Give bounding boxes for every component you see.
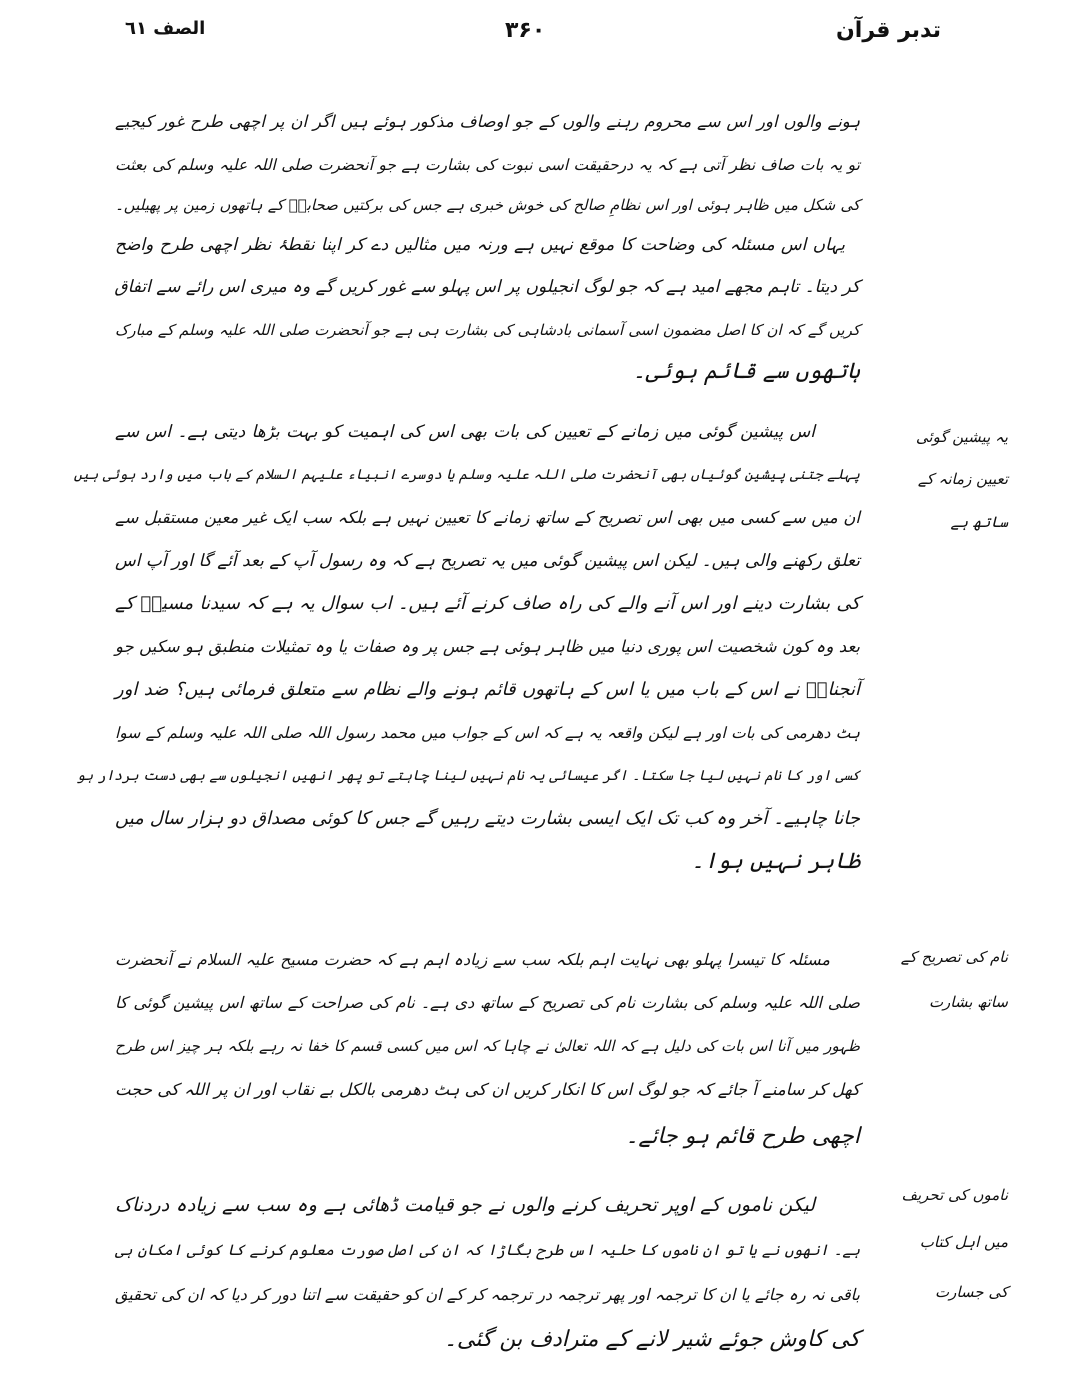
text-line: باقی نہ رہ جائے یا ان کا ترجمہ اور پھر ترجمہ در ترجمہ کر کے ان کو حقیقت سے اتنا دور کر دیا کہ ان کی تحقیق [114, 1285, 860, 1304]
book-title: تدبر قرآن [836, 18, 941, 43]
text-line: لیکن ناموں کے اوپر تحریف کرنے والوں نے جو قیامت ڈھائی ہے وہ سب سے زیادہ دردناک [115, 1194, 815, 1216]
text-line: کھل کر سامنے آ جائے کہ جو لوگ اس کا انکار کریں ان کی ہٹ دھرمی بالکل بے نقاب اور ان پر اللہ کی حجت [114, 1080, 860, 1099]
text-line: اچھی طرح قائم ہو جائے۔ [625, 1124, 860, 1149]
text-line: ہونے والوں اور اس سے محروم رہنے والوں کے جو اوصاف مذکور ہوئے ہیں اگر ان پر اچھی طرح غور کیجیے [115, 112, 860, 131]
text-line: کسی اور کا نام نہیں لیا جا سکتا۔ اگر عیسائی یہ نام نہیں لینا چاہتے تو پھر انھیں انجیلوں سے بھی دست بردار ہو [76, 768, 860, 784]
text-line: تو یہ بات صاف نظر آتی ہے کہ یہ درحقیقت اسی نبوت کی بشارت ہے جو آنحضرت صلی اللہ علیہ وسلم کی بعثت [115, 156, 860, 174]
text-line: کی بشارت دینے اور اس آنے والے کی راہ صاف کرنے آئے ہیں۔ اب سوال یہ ہے کہ سیدنا مسیحؑ کے [115, 593, 860, 614]
text-line: بعد وہ کون شخصیت اس پوری دنیا میں ظاہر ہوئی ہے جس پر وہ صفات یا وہ تمثیلات منطبق ہو سکیں جو [115, 637, 860, 656]
margin-note-line: کی جسارت [934, 1283, 1008, 1301]
surah-reference: الصف ٦١ [125, 18, 206, 39]
text-line: کر دیتا۔ تاہم مجھے امید ہے کہ جو لوگ انجیلوں پر اس پہلو سے غور کریں گے وہ میری اس رائے سے اتفاق [114, 277, 860, 297]
page-number: ۳۶۰ [505, 18, 546, 43]
text-line: ہے۔ انھوں نے یا تو ان ناموں کا حلیہ اس طرح بگاڑا کہ ان کی اصل صورت معلوم کرنے کا کوئی امکان ہی [115, 1241, 860, 1259]
text-line: کی کاوش جوئے شیر لانے کے مترادف بن گئی۔ [443, 1327, 860, 1352]
text-line: تعلق رکھنے والی ہیں۔ لیکن اس پیشین گوئی میں یہ تصریح ہے کہ وہ رسول آپ کے بعد آئے گا اور آپ اس [115, 551, 860, 571]
text-line: پہلے جتنی پیشین گوئیاں بھی آنحضرت صلی اللہ علیہ وسلم یا دوسرے انبیاء علیہم السلام کے باب میں وارد ہوئی ہیں [73, 467, 860, 483]
text-line: ہٹ دھرمی کی بات اور ہے لیکن واقعہ یہ ہے کہ اس کے جواب میں محمد رسول اللہ صلی اللہ علیہ وسلم کے سوا [115, 724, 860, 742]
text-line: اس پیشین گوئی میں زمانے کے تعیین کی بات بھی اس کی اہمیت کو بہت بڑھا دیتی ہے۔ اس سے [115, 422, 815, 442]
text-line: کی شکل میں ظاہر ہوئی اور اس نظامِ صالح کی خوش خبری ہے جس کی برکتیں صحابہؓ کے ہاتھوں زمین پر پھیلیں۔ [115, 196, 860, 214]
text-line: کریں گے کہ ان کا اصل مضمون اسی آسمانی بادشاہی کی بشارت ہی ہے جو آنحضرت صلی اللہ علیہ وسلم کے مبارک [115, 321, 860, 339]
margin-note-line: یہ پیشین گوئی [915, 428, 1008, 446]
text-line: مسئلہ کا تیسرا پہلو بھی نہایت اہم بلکہ سب سے زیادہ اہم ہے کہ حضرت مسیح علیہ السلام نے آنحضرت [115, 950, 830, 969]
text-line: آنجنابؑ نے اس کے باب میں یا اس کے ہاتھوں قائم ہونے والے نظام سے متعلق فرمائی ہیں؟ ضد اور [115, 679, 860, 700]
margin-note-line: نام کی تصریح کے [900, 948, 1008, 966]
text-line: یہاں اس مسئلہ کی وضاحت کا موقع نہیں ہے ورنہ میں مثالیں دے کر اپنا نقطۂ نظر اچھی طرح واضح [115, 235, 845, 255]
text-line: ظاہر نہیں ہوا۔ [691, 849, 860, 874]
margin-note-line: تعیین زمانہ کے [917, 470, 1008, 488]
margin-note-line: ناموں کی تحریف [901, 1186, 1008, 1204]
margin-note-line: ساتھ ہے [950, 513, 1008, 531]
text-line: جانا چاہیے۔ آخر وہ کب تک ایک ایسی بشارت دیتے رہیں گے جس کا کوئی مصداق دو ہزار سال میں [115, 808, 860, 829]
text-line: ظہور میں آنا اس بات کی دلیل ہے کہ اللہ تعالیٰ نے چاہا کہ اس میں کسی قسم کا خفا نہ رہے بلکہ ہر چیز اس طرح [115, 1037, 860, 1055]
text-line: ان میں سے کسی میں بھی اس تصریح کے ساتھ زمانے کا تعیین نہیں ہے بلکہ سب ایک غیر معین مستقبل سے [115, 508, 860, 527]
text-line: ہاتھوں سے قائم ہوئی۔ [632, 359, 860, 384]
text-line: صلی اللہ علیہ وسلم کی بشارت نام کی تصریح کے ساتھ دی ہے۔ نام کی صراحت کے ساتھ اس پیشین گوئی کا [115, 993, 860, 1012]
margin-note-line: میں اہل کتاب [919, 1233, 1008, 1251]
margin-note-line: ساتھ بشارت [928, 993, 1008, 1011]
